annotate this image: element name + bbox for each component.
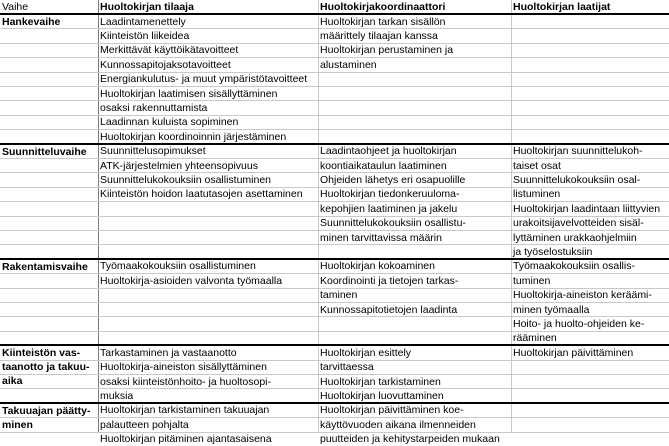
- cell-text[interactable]: Huoltokirjan tarkistaminen takuuajan: [100, 404, 270, 417]
- cell-text[interactable]: Huoltokirja-asioiden valvonta työmaalla: [100, 274, 283, 287]
- cell-text[interactable]: Huoltokirjan esittely: [320, 346, 412, 359]
- cell-text[interactable]: ATK-järjestelmien yhteensopivuus: [100, 159, 258, 172]
- phase-name[interactable]: Rakentamisvaihe: [2, 260, 88, 273]
- cell-text[interactable]: Huoltokirja-aineiston keräämi-: [513, 289, 652, 302]
- cell-text[interactable]: urakoitsijavelvotteiden sisäl-: [513, 217, 644, 230]
- cell-text[interactable]: Huoltokirjan tiedonkeruuloma-: [320, 188, 460, 201]
- header-laatijat[interactable]: Huoltokirjan laatijat: [513, 1, 611, 13]
- cell-text[interactable]: Suunnittelukokouksiin osallistuminen: [100, 173, 272, 186]
- cell-text[interactable]: Huoltokirjan päivittäminen koe-: [320, 404, 464, 417]
- cell-text[interactable]: koontiaikataulun laatiminen: [320, 159, 447, 172]
- cell-text[interactable]: osaksi rakennuttamista: [100, 101, 208, 114]
- cell-text[interactable]: Kunnossapitojaksotavoitteet: [100, 58, 231, 71]
- cell-text[interactable]: Kiinteistön liikeidea: [100, 29, 190, 42]
- phase-name-line: Takuuajan päätty-: [2, 404, 91, 417]
- header-tilaaja[interactable]: Huoltokirjan tilaaja: [100, 1, 194, 13]
- cell-text[interactable]: Laadinnan kuluista sopiminen: [100, 116, 239, 129]
- cell-text[interactable]: Laadintamenettely: [100, 15, 186, 28]
- cell-text[interactable]: rääminen: [513, 332, 557, 345]
- cell-text[interactable]: lyttäminen urakkaohjelmiin: [513, 231, 637, 244]
- cell-text[interactable]: osaksi kiinteistönhoito- ja huoltosopi-: [100, 375, 272, 388]
- cell-text[interactable]: Koordinointi ja tietojen tarkas-: [320, 274, 459, 287]
- cell-text[interactable]: Työmaakokouksiin osallistuminen: [100, 260, 256, 273]
- cell-text[interactable]: Huoltokirjan päivittäminen: [513, 346, 634, 359]
- cell-text[interactable]: Huoltokirja-aineiston sisällyttäminen: [100, 361, 267, 374]
- cell-text[interactable]: puutteiden ja kehitystarpeiden mukaan: [320, 433, 500, 446]
- cell-text[interactable]: Suunnittelukokouksiin osal-: [513, 173, 641, 186]
- cell-text[interactable]: Huoltokirjan tarkan sisällön: [320, 15, 446, 28]
- cell-text[interactable]: taiset osat: [513, 159, 561, 172]
- cell-text[interactable]: Suunnittelukokouksiin osallistu-: [320, 217, 466, 230]
- cell-text[interactable]: taminen: [320, 289, 358, 302]
- cell-text[interactable]: Huoltokirjan laadintaan liittyvien: [513, 202, 661, 215]
- cell-text[interactable]: Tarkastaminen ja vastaanotto: [100, 346, 237, 359]
- phase-name-line: taanotto ja takuu-: [2, 361, 90, 374]
- cell-text[interactable]: Huoltokirjan suunnittelukoh-: [513, 145, 643, 158]
- cell-text[interactable]: Kiinteistön hoidon laatutasojen asettaminen: [100, 188, 303, 201]
- cell-text[interactable]: muksia: [100, 389, 134, 402]
- cell-text[interactable]: Kunnossapitotietojen laadinta: [320, 303, 458, 316]
- cell-text[interactable]: alustaminen: [320, 58, 377, 71]
- cell-text[interactable]: Huoltokirjan perustaminen ja: [320, 44, 454, 57]
- cell-text[interactable]: Työmaakokouksiin osallis-: [513, 260, 635, 273]
- header-vaihe[interactable]: Vaihe: [2, 1, 29, 13]
- cell-text[interactable]: Suunnittelusopimukset: [100, 145, 206, 158]
- cell-text[interactable]: Huoltokirjan laatimisen sisällyttäminen: [100, 87, 278, 100]
- cell-text[interactable]: Huoltokirjan koordinoinnin järjestäminen: [100, 130, 287, 143]
- cell-text[interactable]: Huoltokirjan luovuttaminen: [320, 389, 444, 402]
- cell-text[interactable]: kepohjien laatiminen ja jakelu: [320, 202, 458, 215]
- cell-text[interactable]: Ohjeiden lähetys eri osapuolille: [320, 173, 466, 186]
- phase-name[interactable]: [0, 404, 98, 432]
- cell-text[interactable]: Huoltokirjan tarkistaminen: [320, 375, 441, 388]
- cell-text[interactable]: minen tarvittavissa määrin: [320, 231, 442, 244]
- cell-text[interactable]: Energiankulutus- ja muut ympäristötavoitteet: [100, 73, 308, 86]
- phase-name-line: minen: [2, 418, 33, 431]
- cell-text[interactable]: ja työselostuksiin: [513, 245, 593, 258]
- cell-text[interactable]: käyttövuoden aikana ilmenneiden: [320, 418, 476, 431]
- cell-text[interactable]: listuminen: [513, 188, 561, 201]
- phase-name-line: aika: [2, 375, 23, 388]
- cell-text[interactable]: Huoltokirjan kokoaminen: [320, 260, 435, 273]
- cell-text[interactable]: Huoltokirjan pitäminen ajantasaisena: [100, 433, 272, 446]
- cell-text[interactable]: Laadintaohjeet ja huoltokirjan: [320, 145, 457, 158]
- cell-text[interactable]: Hoito- ja huolto-ohjeiden ke-: [513, 317, 645, 330]
- cell-text[interactable]: määrittely tilaajan kanssa: [320, 29, 438, 42]
- cell-text[interactable]: palautteen pohjalta: [100, 418, 189, 431]
- cell-text[interactable]: tuminen: [513, 274, 551, 287]
- phase-name[interactable]: Hankevaihe: [2, 16, 61, 28]
- phase-name[interactable]: Suunnitteluvaihe: [2, 145, 87, 158]
- header-koordinaattori[interactable]: Huoltokirjakoordinaattori: [320, 1, 446, 13]
- cell-text[interactable]: Merkittävät käyttöikätavoitteet: [100, 44, 239, 57]
- cell-text[interactable]: minen työmaalla: [513, 303, 590, 316]
- phase-name[interactable]: [0, 346, 98, 388]
- phase-name-line: Kiinteistön vas-: [2, 347, 81, 360]
- cell-text[interactable]: tarvittaessa: [320, 361, 374, 374]
